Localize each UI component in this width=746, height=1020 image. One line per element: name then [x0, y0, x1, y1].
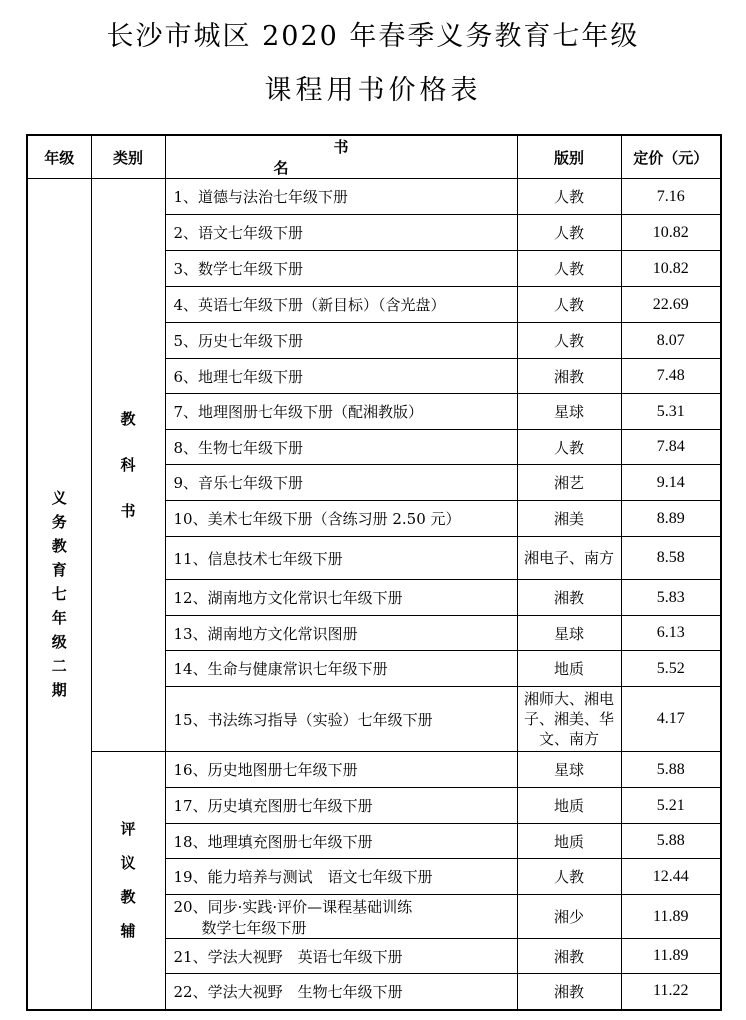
- book-name: 7、地理图册七年级下册（配湘教版）: [173, 403, 424, 421]
- book-name: 20、同步·实践·评价—课程基础训练: [173, 897, 413, 916]
- header-edition: 版别: [517, 135, 621, 179]
- book-name: 5、历史七年级下册: [173, 332, 304, 350]
- edition-cell: 地质: [517, 651, 621, 687]
- edition-cell: 人教: [517, 323, 621, 359]
- book-name-cell: [165, 616, 517, 651]
- edition-cell: 湘师大、湘电子、湘美、华文、南方: [517, 687, 621, 752]
- book-name-cell: [165, 430, 517, 465]
- price-cell: 5.88: [621, 824, 721, 859]
- edition-cell: 湘教: [517, 939, 621, 974]
- book-name-cell: [165, 179, 517, 215]
- grade-char: 育: [51, 560, 67, 579]
- price-cell: 8.58: [621, 537, 721, 580]
- book-name-cell: [165, 687, 517, 752]
- book-name: 8、生物七年级下册: [173, 438, 304, 457]
- book-name-cell: [165, 501, 517, 537]
- price-cell: 11.89: [621, 939, 721, 974]
- category-char: 教: [120, 410, 136, 428]
- book-name: 9、音乐七年级下册: [173, 474, 304, 492]
- edition-cell: 人教: [517, 179, 621, 215]
- book-name-cell: [165, 465, 517, 501]
- grade-char: 二: [51, 656, 67, 675]
- category-char: 书: [120, 502, 136, 520]
- price-cell: 11.89: [621, 895, 721, 939]
- edition-cell: 人教: [517, 251, 621, 287]
- edition-cell: 人教: [517, 215, 621, 251]
- price-cell: 11.22: [621, 974, 721, 1010]
- book-name-cell: [165, 323, 517, 359]
- edition-cell: 湘教: [517, 359, 621, 394]
- edition-cell: 湘教: [517, 974, 621, 1010]
- price-cell: 8.07: [621, 323, 721, 359]
- book-name: 17、历史填充图册七年级下册: [173, 797, 373, 815]
- book-name: 19、能力培养与测试 语文七年级下册: [173, 868, 433, 886]
- book-name-cell: [165, 215, 517, 251]
- edition-cell: 地质: [517, 824, 621, 859]
- price-cell: 10.82: [621, 251, 721, 287]
- price-cell: 8.89: [621, 501, 721, 537]
- book-name-continued: 数学七年级下册: [201, 918, 307, 937]
- edition-cell: 人教: [517, 859, 621, 895]
- header-book-name-text: 书名: [273, 138, 469, 177]
- edition-cell: 星球: [517, 394, 621, 430]
- book-name-cell: [165, 974, 517, 1010]
- book-name: 16、历史地图册七年级下册: [173, 761, 358, 779]
- price-cell: 7.16: [621, 179, 721, 215]
- category-char: 辅: [120, 922, 136, 941]
- grade-char: 级: [51, 632, 67, 651]
- grade-cell: [27, 179, 91, 1010]
- book-name-cell: [165, 752, 517, 788]
- edition-cell: 地质: [517, 788, 621, 824]
- price-cell: 5.83: [621, 580, 721, 616]
- book-name: 4、英语七年级下册（新目标）（含光盘）: [173, 296, 446, 314]
- edition-cell: 湘电子、南方: [517, 537, 621, 580]
- book-name-cell: [165, 651, 517, 687]
- grade-char: 年: [51, 608, 67, 627]
- document-title: 长沙市城区 2020 年春季义务教育七年级: [106, 21, 640, 52]
- book-name: 3、数学七年级下册: [173, 260, 304, 278]
- price-cell: 12.44: [621, 859, 721, 895]
- price-table: [26, 134, 722, 1011]
- book-name-cell: [165, 359, 517, 394]
- header-price: 定价（元）: [621, 135, 721, 179]
- book-name-cell: [165, 859, 517, 895]
- book-name-cell: [165, 580, 517, 616]
- category-char: 评: [120, 820, 136, 839]
- document-subtitle: 课程用书价格表: [264, 75, 482, 106]
- book-name-cell: [165, 287, 517, 323]
- price-cell: 22.69: [621, 287, 721, 323]
- book-name: 13、湖南地方文化常识图册: [173, 624, 358, 643]
- price-cell: 5.21: [621, 788, 721, 824]
- edition-cell: 星球: [517, 752, 621, 788]
- edition-cell: 湘艺: [517, 465, 621, 501]
- book-name: 12、湖南地方文化常识七年级下册: [173, 589, 403, 607]
- book-name: 11、信息技术七年级下册: [173, 549, 343, 568]
- category-cell-textbook: [91, 179, 165, 752]
- price-cell: 5.52: [621, 651, 721, 687]
- book-name-cell: [165, 788, 517, 824]
- table-row: [27, 179, 721, 215]
- book-name-cell: [165, 537, 517, 580]
- header-book-name: [165, 135, 517, 179]
- grade-char: 义: [51, 488, 67, 507]
- book-name: 14、生命与健康常识七年级下册: [173, 660, 388, 678]
- grade-char: 期: [51, 680, 67, 699]
- header-category: 类别: [91, 135, 165, 179]
- book-name: 18、地理填充图册七年级下册: [173, 832, 373, 851]
- book-name: 10、美术七年级下册（含练习册 2.50 元）: [173, 510, 461, 528]
- price-cell: 4.17: [621, 687, 721, 752]
- edition-cell: 人教: [517, 430, 621, 465]
- book-name-cell: [165, 251, 517, 287]
- edition-cell: 湘教: [517, 580, 621, 616]
- edition-cell: 湘美: [517, 501, 621, 537]
- grade-char: 七: [51, 584, 67, 603]
- grade-char: 教: [51, 536, 67, 555]
- price-cell: 5.31: [621, 394, 721, 430]
- book-name-cell: [165, 394, 517, 430]
- category-char: 科: [120, 456, 136, 474]
- book-name: 15、书法练习指导（实验）七年级下册: [173, 710, 433, 729]
- book-name-cell: [165, 824, 517, 859]
- book-name-cell: [165, 939, 517, 974]
- table-row: [27, 752, 721, 788]
- price-cell: 9.14: [621, 465, 721, 501]
- book-name: 6、地理七年级下册: [173, 367, 304, 386]
- book-name: 1、道德与法治七年级下册: [173, 188, 349, 206]
- header-grade: 年级: [27, 135, 91, 179]
- edition-cell: 湘少: [517, 895, 621, 939]
- price-cell: 7.48: [621, 359, 721, 394]
- price-cell: 6.13: [621, 616, 721, 651]
- table-header-row: [27, 135, 721, 179]
- edition-cell: 星球: [517, 616, 621, 651]
- price-cell: 10.82: [621, 215, 721, 251]
- price-cell: 5.88: [621, 752, 721, 788]
- edition-cell: 人教: [517, 287, 621, 323]
- grade-char: 务: [51, 512, 67, 531]
- book-name-cell: [165, 895, 517, 939]
- category-char: 教: [120, 888, 136, 907]
- book-name: 21、学法大视野 英语七年级下册: [173, 947, 403, 966]
- price-cell: 7.84: [621, 430, 721, 465]
- category-cell-supplementary: [91, 752, 165, 1010]
- book-name: 2、语文七年级下册: [173, 224, 304, 242]
- category-char: 议: [120, 854, 136, 873]
- book-name: 22、学法大视野 生物七年级下册: [173, 982, 403, 1001]
